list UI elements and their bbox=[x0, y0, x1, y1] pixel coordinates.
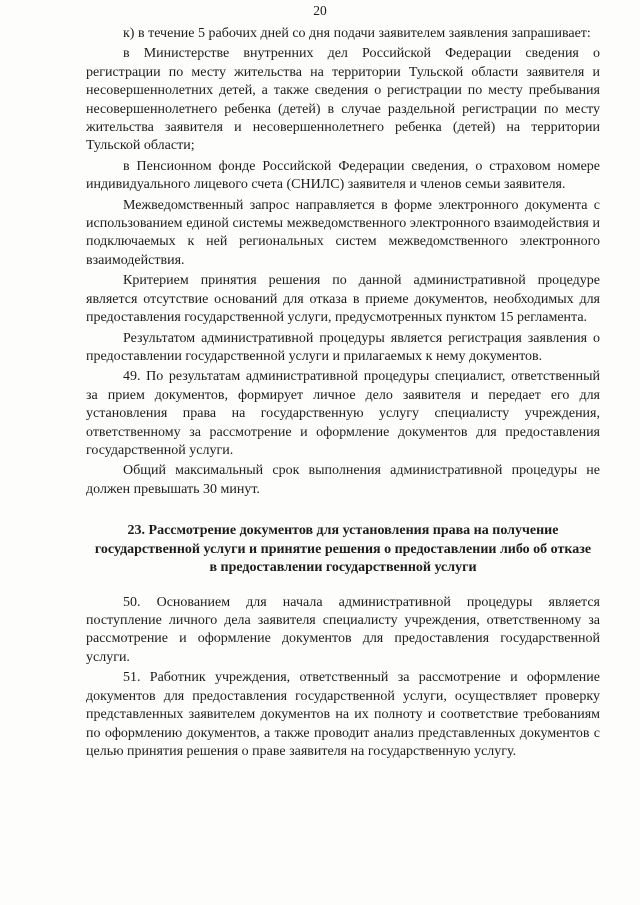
paragraph: Межведомственный запрос направляется в форме электронного документа с использованием единой системы межведомственного электронного взаимодействия и подключаемых к ней региональных систем межведомственного электронного взаимодействия. bbox=[86, 197, 600, 268]
page-number: 20 bbox=[313, 3, 327, 18]
section-gap bbox=[86, 501, 600, 522]
paragraph: Критерием принятия решения по данной административной процедуре является отсутствие оснований для отказа в приеме документов, необходимых для предоставления государственной услуги, предусмотренных пунктом 15 регламента. bbox=[86, 273, 600, 326]
paragraph: Результатом административной процедуры является регистрация заявления о предоставлении государственной услуги и прилагаемых к нему документов. bbox=[86, 330, 600, 364]
paragraph: к) в течение 5 рабочих дней со дня подачи заявителем заявления запрашивает: bbox=[123, 26, 591, 41]
document-body bbox=[86, 25, 600, 763]
paragraph: 50. Основанием для начала административной процедуры является поступление личного дела заявителя специалисту учреждения, ответственному за рассмотрение и оформление документов для предоставления государственной услуги. bbox=[86, 594, 600, 665]
paragraph: 51. Работник учреждения, ответственный за рассмотрение и оформление документов для предоставления государственной услуги, осуществляет проверку представленных заявителем документов на их полноту и соответствие требованиям по оформлению документов, а также проводит анализ представленных документов с целью принятия решения о праве заявителя на государственную услугу. bbox=[86, 670, 600, 759]
section-heading: 23. Рассмотрение документов для установления права на получение государственной услуги и принятие решения о предоставлении либо об отказе в предоставлении государственной услуги bbox=[94, 523, 592, 576]
paragraph: 49. По результатам административной процедуры специалист, ответственный за прием документов, формирует личное дело заявителя и передает его для установления права на государственную услугу специалисту учреждения, ответственному за рассмотрение и оформление документов для предоставления государственной услуги. bbox=[86, 369, 600, 458]
paragraph: в Министерстве внутренних дел Российской Федерации сведения о регистрации по месту жительства на территории Тульской области заявителя и несовершеннолетних детей, а также сведения о регистрации по месту пребывания несовершеннолетнего ребенка (детей) в случае раздельной регистрации по месту жительства заявителя и несовершеннолетнего ребенка (детей) на территории Тульской области; bbox=[86, 46, 600, 154]
paragraph: в Пенсионном фонде Российской Федерации сведения, о страховом номере индивидуального лицевого счета (СНИЛС) заявителя и членов семьи заявителя. bbox=[86, 158, 600, 193]
paragraph: Общий максимальный срок выполнения административной процедуры не должен превышать 30 минут. bbox=[86, 463, 600, 497]
